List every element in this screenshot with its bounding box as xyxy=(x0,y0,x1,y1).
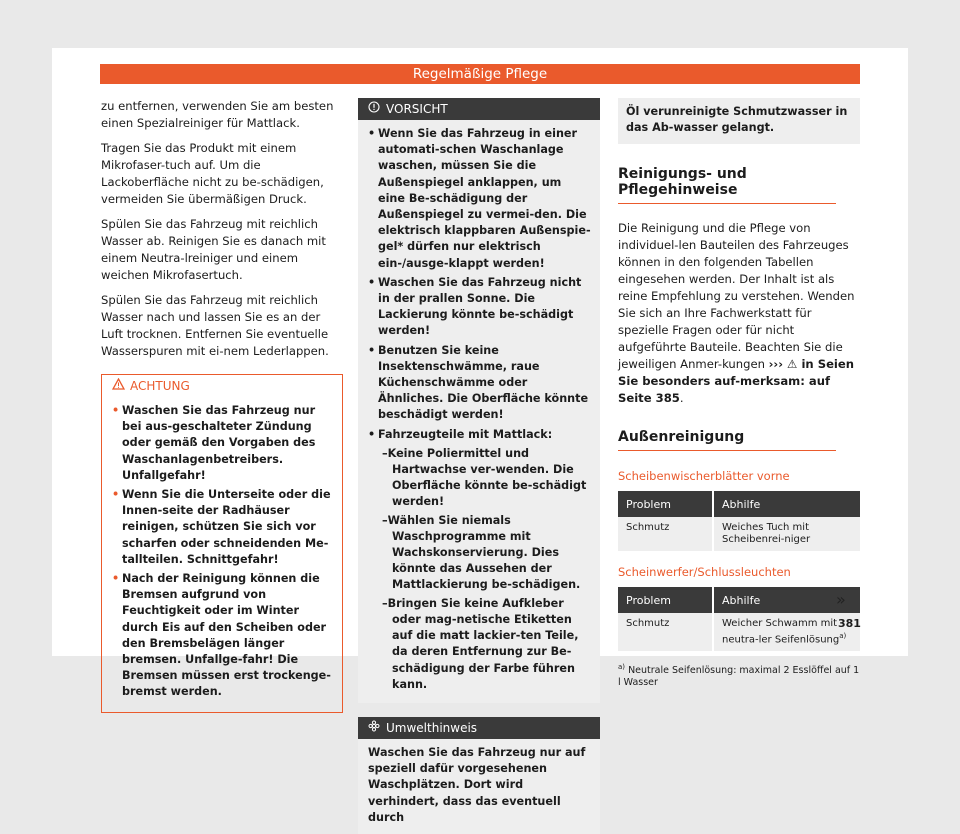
list-item: • Fahrzeugteile mit Mattlack: xyxy=(368,427,553,441)
intro-paragraph: Die Reinigung und die Pflege von individuel-len Bauteilen des Fahrzeuges können in den folgenden Tabellen eingesehen werden. Der Inhalt ist als reine Empfehlung zu verstehen. Wenden Sie sich an Ihre Fachwerkstatt für spezielle Fragen oder für nicht aufgeführte Bauteile. Beachten Sie die jeweiligen Anmer-kungen ››› ⚠ in Seien Sie besonders auf-merksam: auf Seite 385. xyxy=(618,221,855,405)
table2-caption: Scheinwerfer/Schlussleuchten xyxy=(618,565,791,579)
achtung-title: ACHTUNG xyxy=(130,379,190,393)
paragraph: zu entfernen, verwenden Sie am besten einen Spezialreiniger für Mattlack. xyxy=(101,99,334,130)
flower-icon xyxy=(367,717,381,739)
list-item: • Wenn Sie die Unterseite oder die Innen-seite der Radhäuser reinigen, schützen Sie sich vor scharfen oder schneidenden Me-tallteilen. Schnittgefahr! xyxy=(112,488,331,566)
paragraph: Tragen Sie das Produkt mit einem Mikrofaser-tuch auf. Um die Lackoberfläche nicht zu be-schädigen, vermeiden Sie übermäßigen Druck. xyxy=(101,141,324,206)
section-title: Reinigungs- und Pflegehinweise xyxy=(618,166,836,204)
table-cell: Schmutz xyxy=(618,517,713,551)
page-reference-link[interactable]: ››› ⚠ in Seien Sie besonders auf-merksam: auf Seite 385 xyxy=(618,357,855,405)
sub-list-item: –Wählen Sie niemals Waschprogramme mit Wachskonservierung. Dies könnte das Aussehen der Mattlackierung be-schädigen. xyxy=(382,513,581,592)
column-3 xyxy=(618,98,860,689)
table-row xyxy=(618,613,860,651)
table-wiper-blades xyxy=(618,491,860,551)
list-item: • Wenn Sie das Fahrzeug in einer automati-schen Waschanlage waschen, müssen Sie die Außenspiegel anklappen, um eine Be-schädigung der Außenspiegel zu vermei-den. Die elektrisch klappbaren Außenspie-gel* dürfen nur elektrisch ein-/ausge-klappt werden! xyxy=(368,127,591,270)
info-circle-icon xyxy=(367,98,381,120)
sub-list-item: –Bringen Sie keine Aufkleber oder mag-netische Etiketten auf die matt lackier-ten Teile, da deren Entfernung zur Be-schädigung der Farbe führen kann. xyxy=(382,596,579,691)
table-row xyxy=(618,517,860,551)
umwelt-body: Waschen Sie das Fahrzeug nur auf speziell dafür vorgesehenen Waschplätzen. Dort wird verhindert, dass das eventuell durch xyxy=(368,745,586,824)
continued-note: Öl verunreinigte Schmutzwasser in das Ab-wasser gelangt. xyxy=(618,98,860,144)
warning-triangle-icon xyxy=(111,375,125,397)
column-header: Abhilfe xyxy=(713,587,860,613)
footnote-marker: a) xyxy=(839,632,847,640)
column-header: Abhilfe xyxy=(713,491,860,517)
umwelt-title: Umwelthinweis xyxy=(386,720,478,735)
page-header: Regelmäßige Pflege xyxy=(100,64,860,84)
table-header-row xyxy=(618,587,860,613)
list-item: • Nach der Reinigung können die Bremsen aufgrund von Feuchtigkeit oder im Winter durch Eis auf den Scheiben oder den Bremsbelägen länger bremsen. Unfallge-fahr! Die Bremsen müssen erst trockenge-bremst werden. xyxy=(112,572,331,699)
table-header-row xyxy=(618,491,860,517)
paragraph: Spülen Sie das Fahrzeug mit reichlich Wasser ab. Reinigen Sie es danach mit einem Neutra-lreiniger und einem weichen Mikrofasertuch. xyxy=(101,217,326,282)
table-headlights xyxy=(618,587,860,651)
umwelt-header xyxy=(358,717,600,739)
continue-arrow: » xyxy=(836,590,846,609)
vorsicht-header xyxy=(358,98,600,120)
footnote: $^{a)}$ Neutrale Seifenlösung: maximal 2 Esslöffel auf 1 l Wasser xyxy=(618,663,860,689)
paragraph: Spülen Sie das Fahrzeug mit reichlich Wasser nach und lassen Sie es an der Luft trocknen. Entfernen Sie eventuelle Wasserspuren mit ei-nem Lederlappen. xyxy=(101,293,329,358)
vorsicht-body xyxy=(358,120,600,703)
sub-list-item: –Keine Poliermittel und Hartwachse ver-wenden. Die Oberfläche könnte be-schädigt werden! xyxy=(382,446,587,509)
subsection-title: Außenreinigung xyxy=(618,429,836,451)
table-cell: Schmutz xyxy=(618,613,713,651)
list-item: • Waschen Sie das Fahrzeug nicht in der prallen Sonne. Die Lackierung könnte be-schädigt werden! xyxy=(368,275,582,338)
vorsicht-box xyxy=(358,98,600,703)
column-2 xyxy=(358,98,600,834)
achtung-header xyxy=(102,375,342,397)
column-header: Problem xyxy=(618,587,713,613)
umwelt-box xyxy=(358,717,600,834)
column-header: Problem xyxy=(618,491,713,517)
table-cell: Weiches Tuch mit Scheibenrei-niger xyxy=(713,517,860,551)
list-item: • Waschen Sie das Fahrzeug nur bei aus-geschalteter Zündung oder gemäß den Vorgaben des Waschanlagenbetreibers. Unfallgefahr! xyxy=(112,404,316,482)
table-cell: Weicher Schwamm mit neutra-ler Seifenlösung$^{a)}$ xyxy=(713,613,860,651)
list-item: • Benutzen Sie keine Insektenschwämme, raue Küchenschwämme oder Ähnliches. Die Oberfläche könnte beschädigt werden! xyxy=(368,343,589,422)
column-1 xyxy=(101,98,343,713)
vorsicht-title: VORSICHT xyxy=(386,102,448,116)
page-number: 381 xyxy=(838,617,861,630)
achtung-box xyxy=(101,374,343,713)
table1-caption: Scheibenwischerblätter vorne xyxy=(618,469,790,483)
achtung-body xyxy=(102,397,342,712)
